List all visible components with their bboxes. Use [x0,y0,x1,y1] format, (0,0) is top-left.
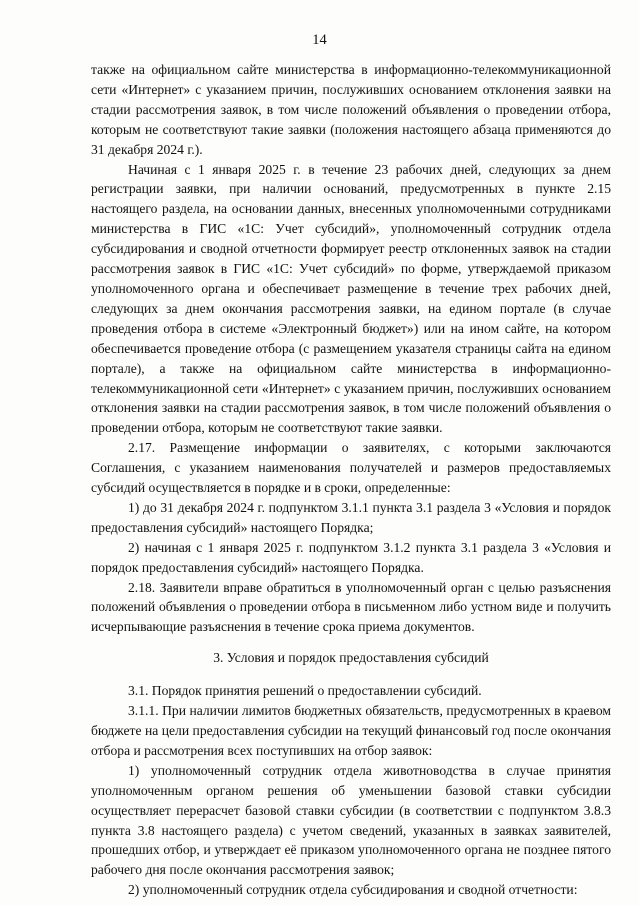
list-item-2-17-1: 1) до 31 декабря 2024 г. подпунктом 3.1.1 пункта 3.1 раздела 3 «Условия и порядок предоставления субсидий» настоящего Порядка; [91,499,611,535]
paragraph-2-18: 2.18. Заявители вправе обратиться в уполномоченный орган с целью разъяснения положений объявления о проведении отбора в письменном либо устном виде и получить исчерпывающие разъяснения в течение срока приема документов. [91,579,611,635]
paragraph-3-1: 3.1. Порядок принятия решений о предоставлении субсидий. [128,683,482,699]
list-item-2-17-2: 2) начиная с 1 января 2025 г. подпунктом 3.1.2 пункта 3.1 раздела 3 «Условия и порядок предоставления субсидий» настоящего Порядка. [91,539,611,575]
paragraph-2-17: 2.17. Размещение информации о заявителях, с которыми заключаются Соглашения, с указанием наименования получателей и размеров предоставляемых субсидий осуществляется в порядке и в сроки, определенные: [91,440,611,496]
list-item-3-1-1-1: 1) уполномоченный сотрудник отдела животноводства в случае принятия уполномоченным органом решения об уменьшении базовой ставки субсидии осуществляет перерасчет базовой ставки субсидии (в соответствии с подпунктом 3.8.3 пункта 3.8 настоящего раздела) с учетом сведений, указанных в заявках заявителей, прошедших отбор, и утверждает её приказом уполномоченного органа не позднее пятого рабочего дня после окончания рассмотрения заявок; [91,762,611,878]
page-number: 14 [312,32,327,48]
paragraph-2025-rejection-registry: Начиная с 1 января 2025 г. в течение 23 рабочих дней, следующих за днем регистрации заявки, при наличии оснований, предусмотренных в пункте 2.15 настоящего раздела, на основании данных, внесенных уполномоченными сотрудниками министерства в ГИС «1С: Учет субсидий», уполномоченный сотрудник отдела субсидирования и сводной отчетности формирует реестр отклоненных заявок на стадии рассмотрения заявок в ГИС «1С: Учет субсидий» по форме, утверждаемой приказом уполномоченного органа и обеспечивает размещение в течение трех рабочих дней, следующих за днем окончания рассмотрения заявки, на едином портале (в случае проведения отбора в системе «Электронный бюджет») или на ином сайте, на котором обеспечивается проведение отбора (с размещением указателя страницы сайта на едином портале), а также на официальном сайте министерства в информационно-телекоммуникационной сети «Интернет» с указанием причин, послуживших основанием отклонения заявки на стадии рассмотрения заявок, в том числе положений объявления о проведении отбора, которым не соответствуют такие заявки. [91,161,611,436]
paragraph-continuation: также на официальном сайте министерства в информационно-телекоммуникационной сети «Интернет» с указанием причин, послуживших основанием отклонения заявки на стадии рассмотрения заявок, в том числе положений объявления о проведении отбора, которым не соответствуют такие заявки (положения настоящего абзаца применяются до 31 декабря 2024 г.). [91,62,611,157]
paragraph-3-1-1: 3.1.1. При наличии лимитов бюджетных обязательств, предусмотренных в краевом бюджете на цели предоставления субсидии на текущий финансовый год после окончания отбора и рассмотрения всех поступивших на отбор заявок: [91,703,611,758]
document-body [91,60,611,900]
list-item-3-1-1-2: 2) уполномоченный сотрудник отдела субсидирования и сводной отчетности: [128,882,578,898]
section-heading: 3. Условия и порядок предоставления субсидий [213,650,489,666]
